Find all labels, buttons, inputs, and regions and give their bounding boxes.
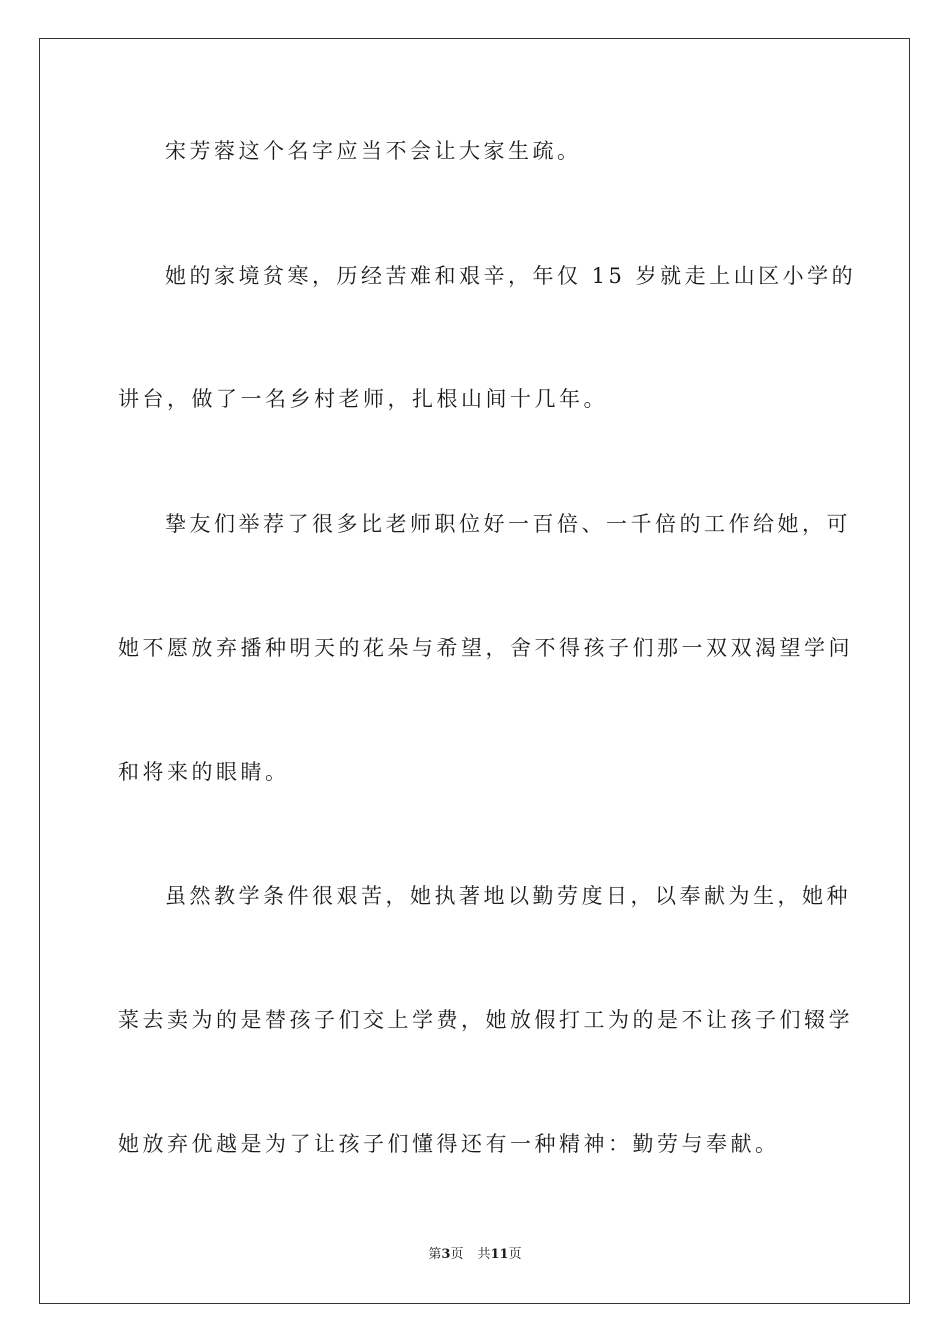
paragraph-4-line-1: 虽然教学条件很艰苦，她执著地以勤劳度日，以奉献为生，她种	[165, 884, 851, 908]
paragraph-3-line-2: 她不愿放弃播种明天的花朵与希望，舍不得孩子们那一双双渴望学问	[118, 636, 853, 660]
page-total: 11	[490, 1247, 509, 1262]
page-suffix: 页	[450, 1247, 464, 1262]
paragraph-1-line-1: 宋芳蓉这个名字应当不会让大家生疏。	[165, 139, 582, 163]
page-footer	[0, 1247, 950, 1263]
page-prefix: 第	[428, 1247, 442, 1262]
paragraph-3-line-3: 和将来的眼睛。	[118, 760, 290, 784]
paragraph-4-line-2: 菜去卖为的是替孩子们交上学费，她放假打工为的是不让孩子们辍学	[118, 1008, 853, 1032]
total-prefix: 共	[477, 1247, 491, 1262]
page-current: 3	[441, 1247, 451, 1262]
paragraph-4-line-3: 她放弃优越是为了让孩子们懂得还有一种精神：勤劳与奉献。	[118, 1132, 780, 1156]
paragraph-2-line-1: 她的家境贫寒，历经苦难和艰辛，年仅 15 岁就走上山区小学的	[165, 264, 857, 288]
paragraph-2-line-2: 讲台，做了一名乡村老师，扎根山间十几年。	[118, 387, 608, 411]
page-frame	[39, 38, 910, 1304]
paragraph-3-line-1: 挚友们举荐了很多比老师职位好一百倍、一千倍的工作给她，可	[165, 512, 851, 536]
total-suffix: 页	[508, 1247, 522, 1262]
